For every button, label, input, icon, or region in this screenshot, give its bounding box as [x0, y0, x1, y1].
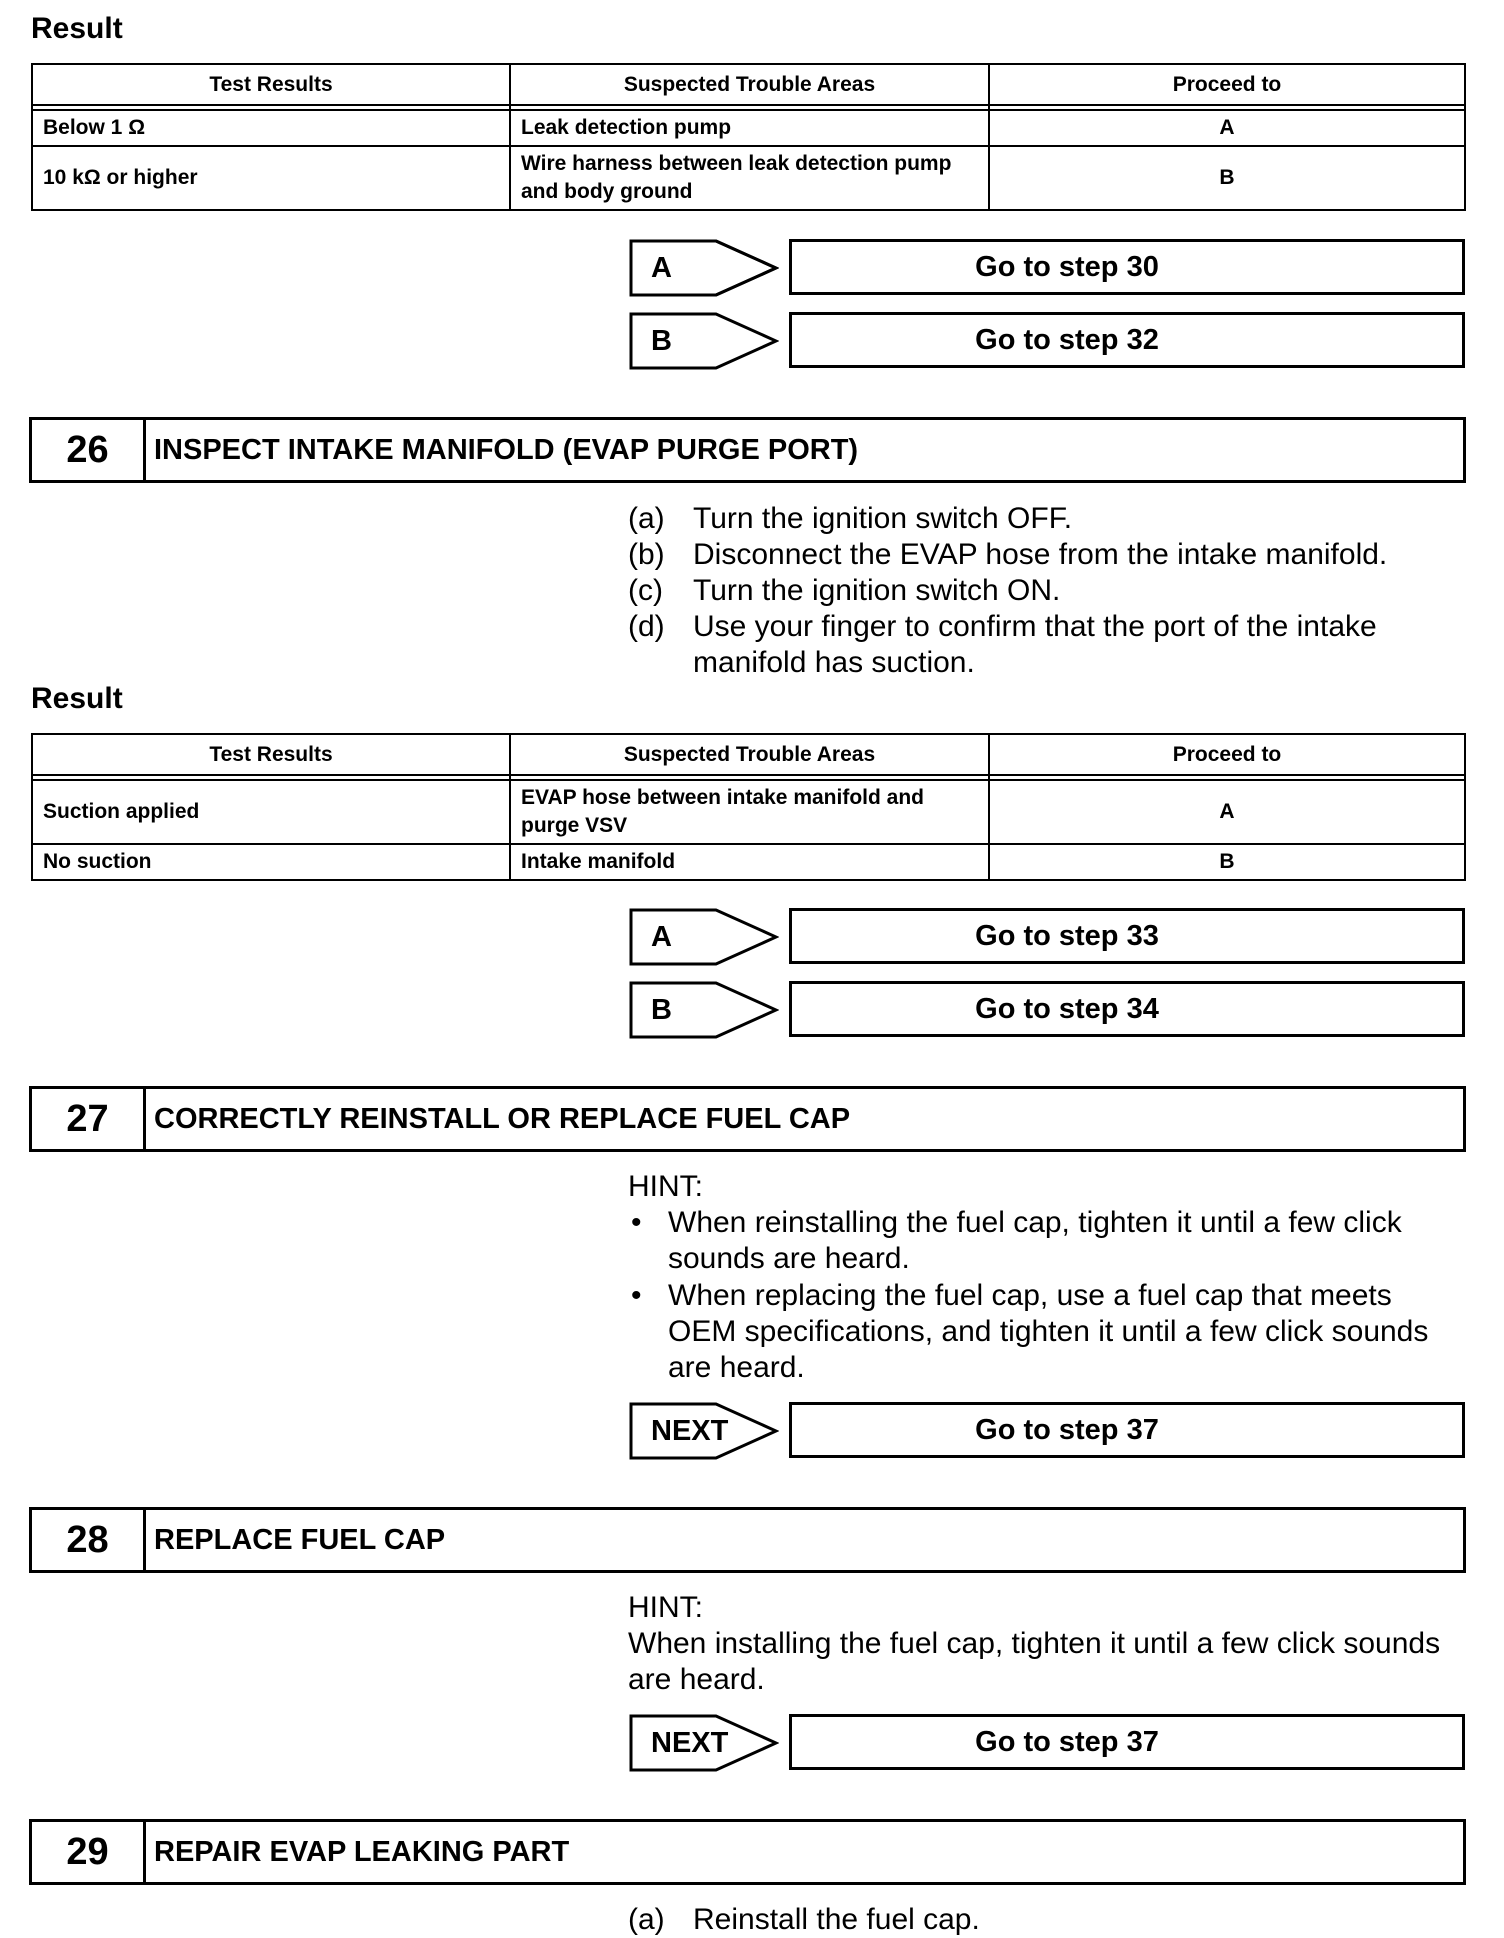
step-number: 29	[32, 1822, 146, 1882]
cell-proceed: A	[989, 110, 1465, 146]
header-proceed-to: Proceed to	[989, 64, 1465, 110]
goto-step-37[interactable]: Go to step 37	[789, 1714, 1465, 1770]
table-header-row	[32, 64, 1465, 110]
goto-step-30[interactable]: Go to step 30	[789, 239, 1465, 295]
cell-test-result: Suction applied	[32, 780, 510, 844]
header-suspected-areas: Suspected Trouble Areas	[510, 734, 989, 780]
result-table	[31, 63, 1466, 211]
next-tag: NEXT	[651, 1727, 729, 1759]
item-text: Turn the ignition switch ON.	[693, 574, 1061, 607]
next-arrow[interactable]	[629, 1714, 779, 1772]
table-row	[32, 146, 1465, 210]
cell-test-result: 10 kΩ or higher	[32, 146, 510, 210]
cell-trouble-area: Leak detection pump	[510, 110, 989, 146]
next-arrow[interactable]	[629, 1402, 779, 1460]
hint-text: When installing the fuel cap, tighten it until a few click sounds are heard.	[628, 1627, 1441, 1696]
cell-trouble-area: EVAP hose between intake manifold and purge VSV	[510, 780, 989, 844]
step-28-header	[29, 1507, 1466, 1573]
header-test-results: Test Results	[32, 64, 510, 110]
step-title: REPLACE FUEL CAP	[154, 1524, 446, 1556]
item-label: (a)	[628, 1903, 665, 1936]
item-label: (b)	[628, 538, 665, 571]
table-row	[32, 780, 1465, 844]
branch-tag: B	[651, 994, 672, 1026]
branch-tag: A	[651, 921, 672, 953]
goto-step-37[interactable]: Go to step 37	[789, 1402, 1465, 1458]
next-tag: NEXT	[651, 1415, 729, 1447]
item-label: (c)	[628, 574, 663, 607]
goto-step-33[interactable]: Go to step 33	[789, 908, 1465, 964]
step-title: INSPECT INTAKE MANIFOLD (EVAP PURGE PORT)	[154, 434, 859, 466]
cell-proceed: A	[989, 780, 1465, 844]
result-label: Result	[31, 12, 123, 45]
branch-b-arrow[interactable]	[629, 981, 779, 1039]
cell-test-result: No suction	[32, 844, 510, 880]
bullet-icon: •	[631, 1279, 642, 1312]
goto-step-34[interactable]: Go to step 34	[789, 981, 1465, 1037]
table-row	[32, 844, 1465, 880]
branch-a-arrow[interactable]	[629, 239, 779, 297]
table-header-row	[32, 734, 1465, 780]
item-text: When reinstalling the fuel cap, tighten it until a few click sounds are heard.	[668, 1206, 1402, 1275]
header-test-results: Test Results	[32, 734, 510, 780]
item-text: Turn the ignition switch OFF.	[693, 502, 1073, 535]
step-27-header	[29, 1086, 1466, 1152]
item-text: Use your finger to confirm that the port of the intake manifold has suction.	[693, 610, 1377, 679]
item-text: Reinstall the fuel cap.	[693, 1903, 980, 1936]
table-row	[32, 110, 1465, 146]
hint-label: HINT:	[628, 1170, 703, 1203]
hint-label: HINT:	[628, 1591, 703, 1624]
step-number: 28	[32, 1510, 146, 1570]
step-title: REPAIR EVAP LEAKING PART	[154, 1836, 570, 1868]
item-label: (a)	[628, 502, 665, 535]
result-table	[31, 733, 1466, 881]
header-proceed-to: Proceed to	[989, 734, 1465, 780]
step-29-header	[29, 1819, 1466, 1885]
goto-step-32[interactable]: Go to step 32	[789, 312, 1465, 368]
cell-proceed: B	[989, 146, 1465, 210]
cell-trouble-area: Wire harness between leak detection pump and body ground	[510, 146, 989, 210]
bullet-icon: •	[631, 1206, 642, 1239]
cell-trouble-area: Intake manifold	[510, 844, 989, 880]
header-suspected-areas: Suspected Trouble Areas	[510, 64, 989, 110]
step-title: CORRECTLY REINSTALL OR REPLACE FUEL CAP	[154, 1103, 851, 1135]
step-26-header	[29, 417, 1466, 483]
branch-tag: A	[651, 252, 672, 284]
cell-test-result: Below 1 Ω	[32, 110, 510, 146]
branch-tag: B	[651, 325, 672, 357]
branch-a-arrow[interactable]	[629, 908, 779, 966]
branch-b-arrow[interactable]	[629, 312, 779, 370]
cell-proceed: B	[989, 844, 1465, 880]
step-number: 26	[32, 420, 146, 480]
item-text: When replacing the fuel cap, use a fuel cap that meets OEM specifications, and tighten it until a few click sounds are heard.	[668, 1279, 1429, 1384]
item-label: (d)	[628, 610, 665, 643]
step-number: 27	[32, 1089, 146, 1149]
item-text: Disconnect the EVAP hose from the intake manifold.	[693, 538, 1388, 571]
result-label: Result	[31, 682, 123, 715]
